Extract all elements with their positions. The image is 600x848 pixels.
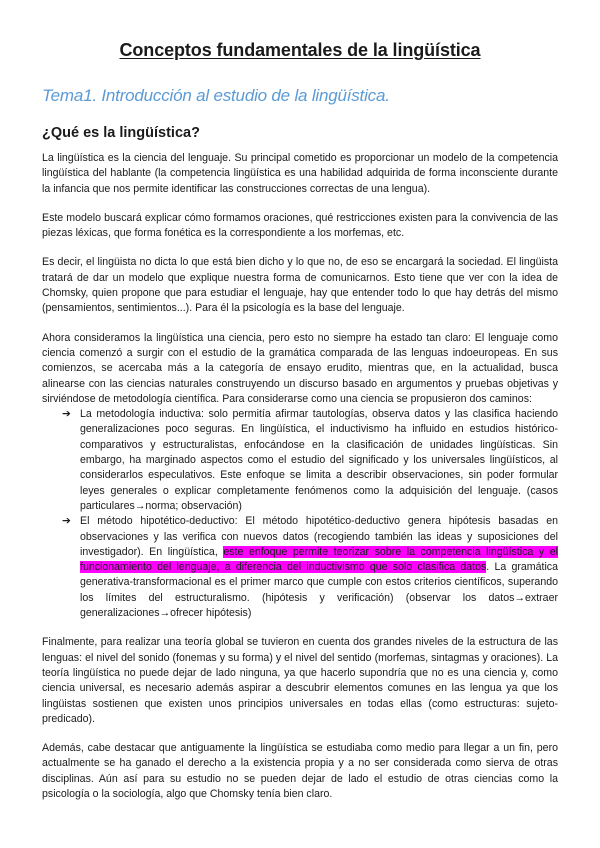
topic-heading: Tema1. Introducción al estudio de la lingüística. <box>42 86 390 105</box>
highlighted-text: este enfoque permite teorizar sobre la competencia lingüística y el funcionamiento del lenguaje, a diferencia del inductivismo que solo clasifica datos <box>80 545 558 574</box>
paragraph-levels: Finalmente, para realizar una teoría global se tuvieron en cuenta dos grandes niveles de la estructura de las lenguas: el nivel del sonido (fonemas y su forma) y el nivel del sentido (morfemas, sintagmas y oraciones). La teoría lingüística no puede dejar de lado ninguna, ya que hacerlo supondría que no es una ciencia y, como ciencia universal, es necesario además aspirar a descubrir elementos comunes en las lengua ya que los lingüistas sostienen que existen unos principios universales en todas ellas (como estructuras: sujeto-predicado). <box>42 636 558 725</box>
paragraph-definition: La lingüística es la ciencia del lenguaje. Su principal cometido es proporcionar un modelo de la competencia lingüística del hablante (la competencia lingüística es una habilidad adquirida de forma inconsciente durante la infancia que nos permite identificar las construcciones correctas de una lengua). <box>42 152 558 195</box>
list-item-text-after: . La gramática generativa-transformacional es el primer marco que cumple con estos criterios científicos, superando los límites del estructuralismo. (hipótesis y verificación) (observar los datos→extraer generalizaciones→ofrecer hipótesis) <box>80 561 558 620</box>
arrow-bullet-icon: ➔ <box>62 515 71 528</box>
paragraph-model: Este modelo buscará explicar cómo formamos oraciones, qué restricciones existen para la convivencia de las piezas léxicas, que forma fonética es la correspondiente a los morfemas, etc. <box>42 211 558 240</box>
document-body <box>42 151 558 816</box>
list-item-deductive <box>42 514 558 621</box>
methods-list <box>42 407 558 621</box>
arrow-bullet-icon: ➔ <box>62 408 71 421</box>
paragraph-science: Ahora consideramos la lingüística una ciencia, pero esto no siempre ha estado tan claro: El lenguaje como ciencia comenzó a surgir con el estudio de la gramática comparada de las lenguas indoeuropeas. En sus comienzos, se acercaba más a la categoría de ensayo erudito, mientras que, en la actualidad, busca alinearse con las ciencias naturales construyendo un discurso basado en argumentos y pruebas objetivas y sirviéndose de metodología científica. Para considerarse como una ciencia se propusieron dos caminos: <box>42 331 558 405</box>
document-title: Conceptos fundamentales de la lingüística <box>119 40 481 60</box>
section-heading: ¿Qué es la lingüística? <box>42 125 200 141</box>
list-item-text: La metodología inductiva: solo permitía afirmar tautologías, observa datos y las clasifica haciendo generalizaciones poco seguras. En lingüística, el inductivismo ha influido en estudios histórico-comparativos y estructuralistas, enfocándose en la clasificación de unidades lingüísticas. Sin embargo, ha marginado aspectos como el estudio del significado y los universales lingüísticos, al considerarlos especulativos. Este enfoque se limita a describir observaciones, sin poder formular leyes generales o explicar completamente fenómenos como la adquisición del lenguaje. (casos particulares→norma; observación) <box>80 408 558 512</box>
list-item-inductive <box>42 407 558 514</box>
paragraph-chomsky: Es decir, el lingüista no dicta lo que está bien dicho y lo que no, de eso se encargará la sociedad. El lingüista tratará de dar un modelo que explique nuestra forma de comunicarnos. Esto tiene que ver con la idea de Chomsky, quien propone que para estudiar el lenguaje, hay que entender todo lo que hay detrás del mismo (pensamientos, sentimientos...). Para él la psicología es la base del lenguaje. <box>42 256 558 315</box>
list-item-text-before: El método hipotético-deductivo: El método hipotético-deductivo genera hipótesis basadas en observaciones y las verifica con nuevos datos (recogiendo también las ideas y suposiciones del investigador). En lingüística, <box>80 515 558 558</box>
paragraph-conclusion: Además, cabe destacar que antiguamente la lingüística se estudiaba como medio para llegar a un fin, pero actualmente se ha ganado el derecho a la existencia propia y a no ser considerada como sierva de otras disciplinas. Aún así para su estudio no se pueden dejar de lado el estudio de otras ciencias como la psicología o la sociología, algo que Chomsky tenía bien claro. <box>42 742 558 800</box>
